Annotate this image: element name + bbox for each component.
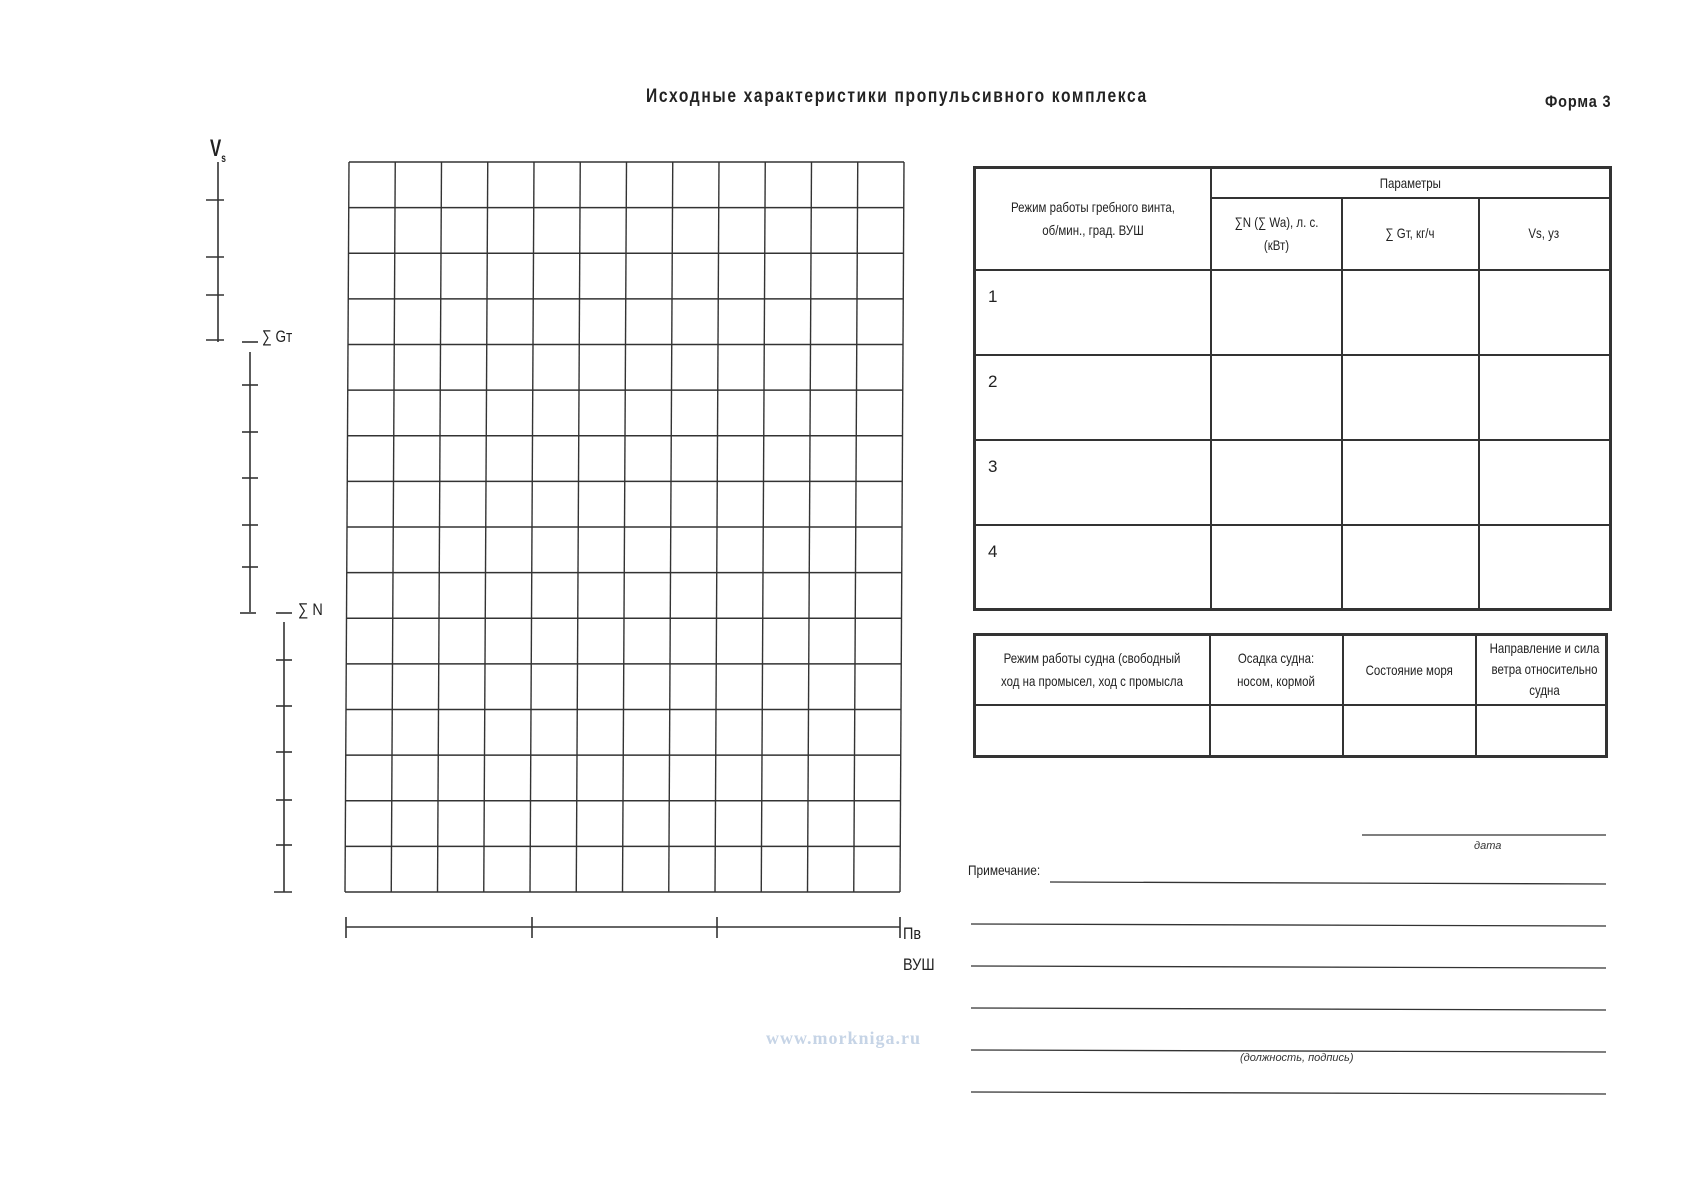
- vush-axis-label: ВУШ: [903, 955, 935, 974]
- vs-axis-label: $V_s$: [210, 135, 226, 165]
- parameters-table: [973, 166, 1612, 611]
- fuel-cell[interactable]: [1342, 525, 1479, 610]
- row-number: 2: [975, 355, 1211, 440]
- speed-column-header: Vs, уз: [1479, 198, 1611, 270]
- table-row: [975, 270, 1611, 355]
- power-cell[interactable]: [1211, 440, 1342, 525]
- fuel-cell[interactable]: [1342, 440, 1479, 525]
- vs-axis-scale: [206, 162, 224, 342]
- speed-cell[interactable]: [1479, 270, 1611, 355]
- fuel-cell[interactable]: [1342, 355, 1479, 440]
- row-number: 4: [975, 525, 1211, 610]
- date-label: дата: [1474, 840, 1502, 852]
- n-axis-label: ∑ N: [298, 600, 323, 619]
- row-number: 3: [975, 440, 1211, 525]
- page-title: Исходные характеристики пропульсивного комплекса: [646, 86, 1148, 107]
- fuel-cell[interactable]: [1342, 270, 1479, 355]
- speed-cell[interactable]: [1479, 355, 1611, 440]
- vessel-mode-cell[interactable]: [975, 705, 1210, 757]
- power-column-header: ∑N (∑ Wa), л. с. (кВт): [1211, 198, 1342, 270]
- draft-header: Осадка судна: носом, кормой: [1210, 635, 1343, 705]
- propeller-mode-header: Режим работы гребного винта, об/мин., град. ВУШ: [975, 168, 1211, 270]
- watermark: www.morkniga.ru: [766, 1028, 922, 1048]
- table-row: [975, 525, 1611, 610]
- sea-state-header: Состояние моря: [1343, 635, 1476, 705]
- table-row: [975, 440, 1611, 525]
- fuel-column-header: ∑ Gт, кг/ч: [1342, 198, 1479, 270]
- signature-label: (должность, подпись): [1240, 1052, 1354, 1064]
- chart-grid: [345, 162, 904, 892]
- power-cell[interactable]: [1211, 355, 1342, 440]
- power-cell[interactable]: [1211, 525, 1342, 610]
- conditions-table: [973, 633, 1608, 758]
- gt-axis-scale: [240, 342, 258, 613]
- table-row: [975, 355, 1611, 440]
- speed-cell[interactable]: [1479, 440, 1611, 525]
- note-label: Примечание:: [968, 862, 1041, 878]
- n-axis-scale: [274, 613, 292, 892]
- row-number: 1: [975, 270, 1211, 355]
- gt-axis-label: ∑ Gт: [262, 327, 293, 346]
- table-row: [975, 705, 1607, 757]
- nv-axis-scale: [346, 917, 900, 938]
- draft-cell[interactable]: [1210, 705, 1343, 757]
- power-cell[interactable]: [1211, 270, 1342, 355]
- speed-cell[interactable]: [1479, 525, 1611, 610]
- form-number: Форма 3: [1545, 92, 1612, 111]
- sea-state-cell[interactable]: [1343, 705, 1476, 757]
- wind-cell[interactable]: [1476, 705, 1607, 757]
- wind-header: Направление и сила ветра относительно судна: [1476, 635, 1607, 705]
- parameters-group-header: Параметры: [1211, 168, 1611, 198]
- nv-axis-label: Пв: [903, 924, 922, 943]
- vessel-mode-header: Режим работы судна (свободный ход на промысел, ход с промысла: [975, 635, 1210, 705]
